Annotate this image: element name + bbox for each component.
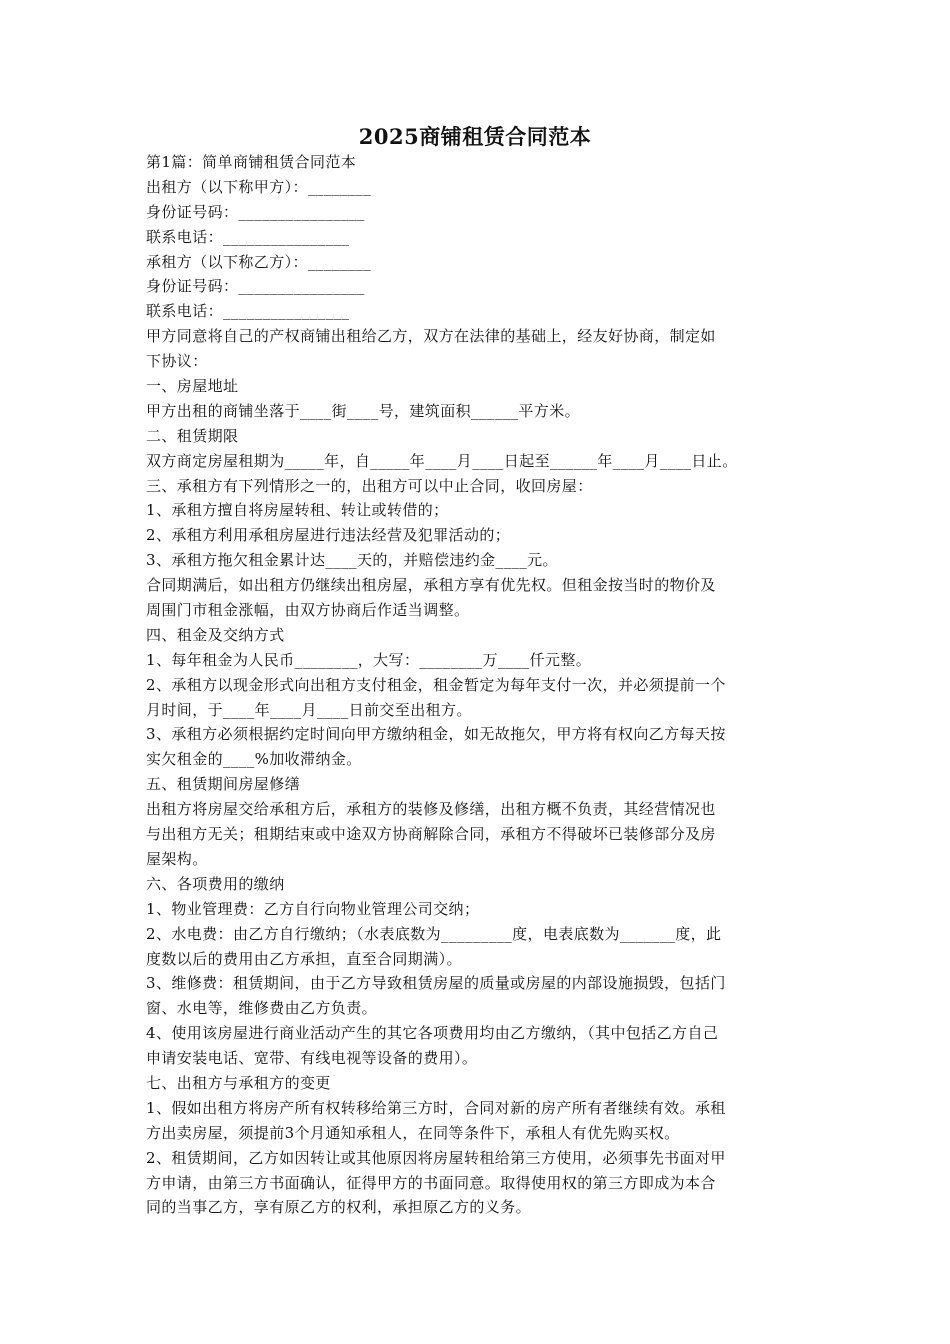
paragraph-line: 与出租方无关；租期结束或中途双方协商解除合同，承租方不得破坏已装修部分及房 bbox=[146, 825, 716, 844]
list-item: 1、每年租金为人民币________，大写：________万____仟元整。 bbox=[146, 650, 592, 669]
list-item: 1、承租方擅自将房屋转租、转让或转借的； bbox=[146, 501, 449, 520]
paragraph-line: 合同期满后，如出租方仍继续出租房屋，承租方享有优先权。但租金按当时的物价及 bbox=[146, 576, 716, 595]
list-item: 2、租赁期间，乙方如因转让或其他原因将房屋转租给第三方使用，必须事先书面对甲 bbox=[146, 1148, 726, 1167]
section-heading: 六、各项费用的缴纳 bbox=[146, 874, 285, 893]
list-item: 2、水电费：由乙方自行缴纳；（水表底数为_________度，电表底数为_______度，此 bbox=[146, 924, 722, 943]
list-item: 3、承租方拖欠租金累计达____天的，并赔偿违约金____元。 bbox=[146, 551, 558, 570]
paragraph-line: 下协议： bbox=[146, 352, 208, 371]
paragraph-line: 度数以后的费用由乙方承担，直至合同期满）。 bbox=[146, 949, 462, 968]
paragraph-line: 双方商定房屋租期为_____年，自_____年____月____日起至______年____月____日止。 bbox=[146, 451, 738, 470]
document-title: 2025商铺租赁合同范本 bbox=[358, 124, 592, 149]
list-item: 2、承租方以现金形式向出租方支付租金，租金暂定为每年支付一次，并必须提前一个 bbox=[146, 675, 726, 694]
paragraph-line: 屋架构。 bbox=[146, 849, 208, 868]
lessor-id-field: 身份证号码：________________ bbox=[146, 202, 365, 221]
lessee-phone-field: 联系电话：________________ bbox=[146, 302, 350, 321]
section-heading: 五、租赁期间房屋修缮 bbox=[146, 775, 301, 794]
paragraph-line: 出租方将房屋交给承租方后，承租方的装修及修缮，出租方概不负责，其经营情况也 bbox=[146, 800, 716, 819]
list-item: 1、假如出租方将房产所有权转移给第三方时，合同对新的房产所有者继续有效。承租 bbox=[146, 1098, 726, 1117]
section-heading: 四、租金及交纳方式 bbox=[146, 625, 285, 644]
paragraph-line: 方申请，由第三方书面确认，征得甲方的书面同意。取得使用权的第三方即成为本合 bbox=[146, 1173, 716, 1192]
section-heading: 七、出租方与承租方的变更 bbox=[146, 1073, 331, 1092]
paragraph-line: 周围门市租金涨幅，由双方协商后作适当调整。 bbox=[146, 601, 470, 620]
paragraph-line: 同的当事乙方，享有原乙方的权利，承担原乙方的义务。 bbox=[146, 1198, 532, 1217]
section-heading: 一、房屋地址 bbox=[146, 377, 239, 396]
paragraph-line: 实欠租金的____%加收滞纳金。 bbox=[146, 750, 362, 769]
lessor-field: 出租方（以下称甲方）：________ bbox=[146, 177, 372, 196]
paragraph-line: 月时间，于____年____月____日前交至出租方。 bbox=[146, 700, 472, 719]
list-item: 1、物业管理费：乙方自行向物业管理公司交纳； bbox=[146, 899, 480, 918]
paragraph-line: 甲方出租的商铺坐落于____街____号，建筑面积______平方米。 bbox=[146, 401, 581, 420]
list-item: 2、承租方利用承租房屋进行违法经营及犯罪活动的； bbox=[146, 526, 511, 545]
paragraph-line: 方出卖房屋，须提前3个月通知承租人，在同等条件下，承租人有优先购买权。 bbox=[146, 1123, 680, 1142]
lessee-field: 承租方（以下称乙方）：________ bbox=[146, 252, 372, 271]
list-item: 3、维修费：租赁期间，由于乙方导致租赁房屋的质量或房屋的内部设施损毁，包括门 bbox=[146, 974, 726, 993]
list-item: 4、使用该房屋进行商业活动产生的其它各项费用均由乙方缴纳，（其中包括乙方自己 bbox=[146, 1024, 719, 1043]
paragraph-line: 窗、水电等，维修费由乙方负责。 bbox=[146, 999, 378, 1018]
section-heading: 二、租赁期限 bbox=[146, 426, 239, 445]
paragraph-line: 申请安装电话、宽带、有线电视等设备的费用）。 bbox=[146, 1049, 478, 1068]
section-heading: 三、承租方有下列情形之一的，出租方可以中止合同，收回房屋： bbox=[146, 476, 593, 495]
list-item: 3、承租方必须根据约定时间向甲方缴纳租金，如无故拖欠，甲方将有权向乙方每天按 bbox=[146, 725, 726, 744]
article-heading: 第1篇：简单商铺租赁合同范本 bbox=[146, 153, 357, 171]
lessee-id-field: 身份证号码：________________ bbox=[146, 277, 365, 296]
lessor-phone-field: 联系电话：________________ bbox=[146, 227, 350, 246]
paragraph-line: 甲方同意将自己的产权商铺出租给乙方，双方在法律的基础上，经友好协商，制定如 bbox=[146, 327, 716, 346]
document-body bbox=[146, 150, 806, 1220]
